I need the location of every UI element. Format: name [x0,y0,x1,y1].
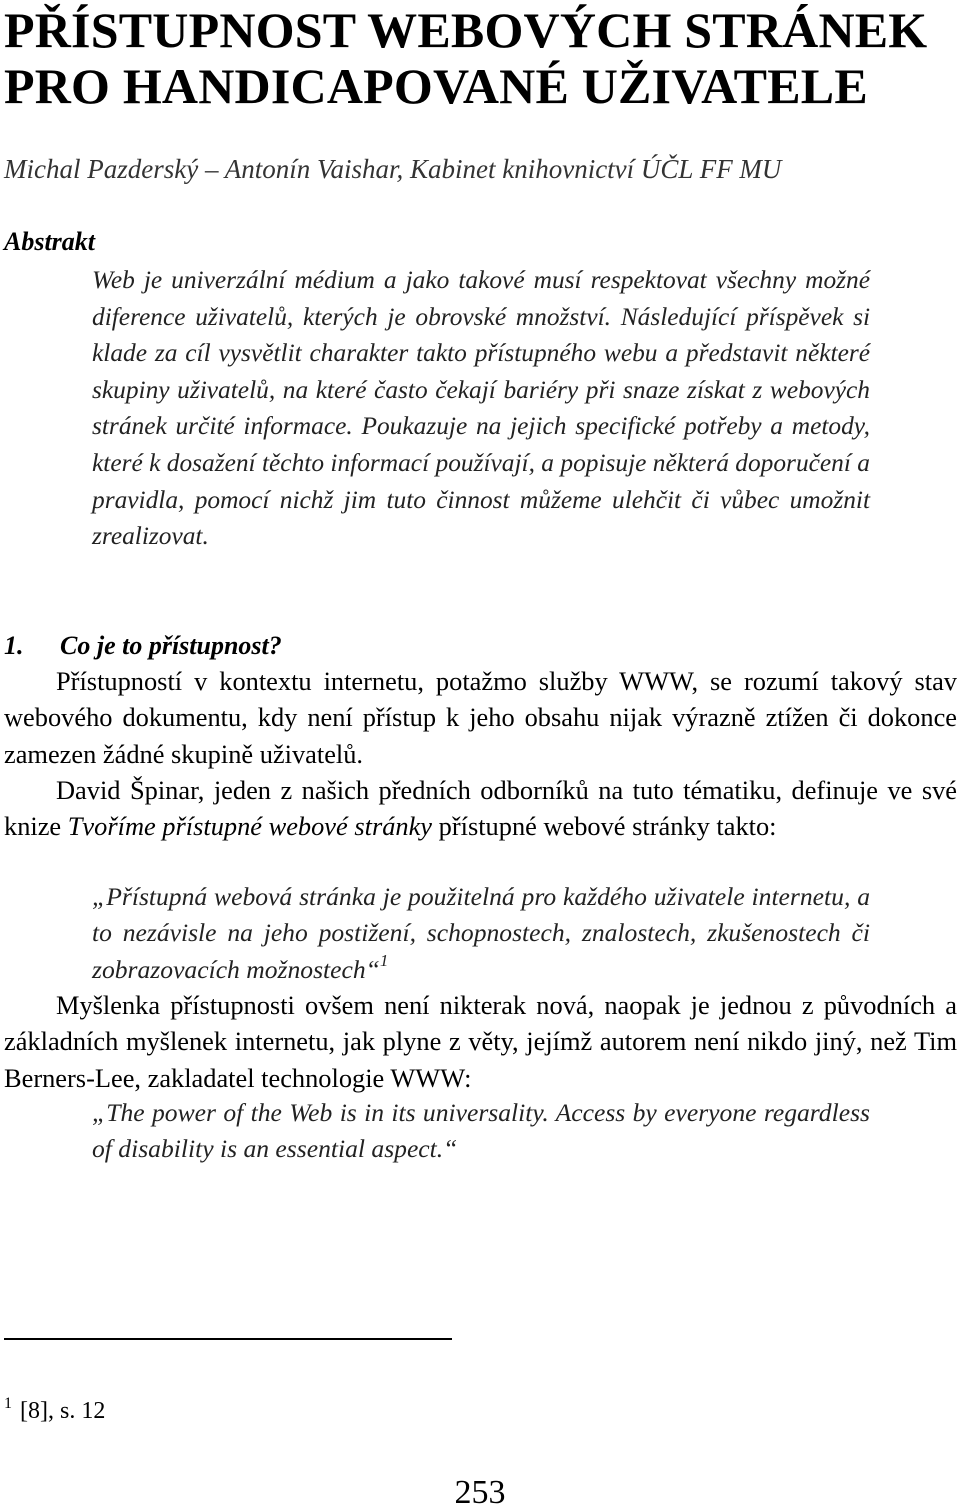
document-title [4,2,954,114]
footnote-mark: 1 [4,1395,12,1412]
title-line-1: PŘÍSTUPNOST WEBOVÝCH STRÁNEK [4,2,928,58]
quote-1 [92,879,870,988]
abstract-text: Web je univerzální médium a jako takové musí respektovat všechny možné diference uživatelů, kterých je obrovské množství. Následující příspěvek si klade za cíl vysvětlit charakter takto přístupného webu a představit některé skupiny uživatelů, na které často čekají bariéry při snaze získat z webových stránek určité informace. Poukazuje na jejich specifické potřeby a metody, které k dosažení těchto informací používají, a popisuje některá doporučení a pravidla, pomocí nichž jim tuto činnost můžeme ulehčit či vůbec umožnit zrealizovat. [92,266,870,551]
footnote-separator [4,1338,452,1340]
paragraph-1: Přístupností v kontextu internetu, potažmo služby WWW, se rozumí takový stav webového dokumentu, kdy není přístup k jeho obsahu nijak výrazně ztížen či dokonce zamezen žádné skupině uživatelů. [4,666,957,769]
authors-line: Michal Pazderský – Antonín Vaishar, Kabinet knihovnictví ÚČL FF MU [4,154,782,184]
footnote-text: [8], s. 12 [20,1398,106,1424]
footnote-reference: 1 [379,950,389,970]
quote-2: „The power of the Web is in its universality. Access by everyone regardless of disability is an essential aspect.“ [92,1098,870,1164]
page-number: 253 [454,1474,506,1511]
abstract-heading: Abstrakt [4,227,96,256]
book-title: Tvoříme přístupné webové stránky [67,811,433,842]
paragraph-2-text-after: přístupné webové stránky takto: [432,811,777,842]
section-heading [4,630,282,662]
section-number: 1. [4,631,24,660]
paragraph-3: Myšlenka přístupnosti ovšem není nikterak nová, naopak je jednou z původních a základních myšlenek internetu, jak plyne z věty, jejímž autorem není nikdo jiný, než Tim Berners-Lee, zakladatel technologie WWW: [4,990,957,1093]
paragraph-2 [4,772,957,845]
section-title: Co je to přístupnost? [60,631,282,660]
quote-1-text: „Přístupná webová stránka je použitelná pro každého uživatele internetu, a to nezávisle na jeho postižení, schopnostech, znalostech, zkušenostech či zobrazovacích možnostech“ [92,882,870,984]
paragraph-2-text-before: David Špinar, jeden z našich předních odborníků na tuto tématiku, definuje ve své knize [4,775,957,842]
title-line-2: PRO HANDICAPOVANÉ UŽIVATELE [4,58,868,114]
footnote [4,1396,105,1426]
